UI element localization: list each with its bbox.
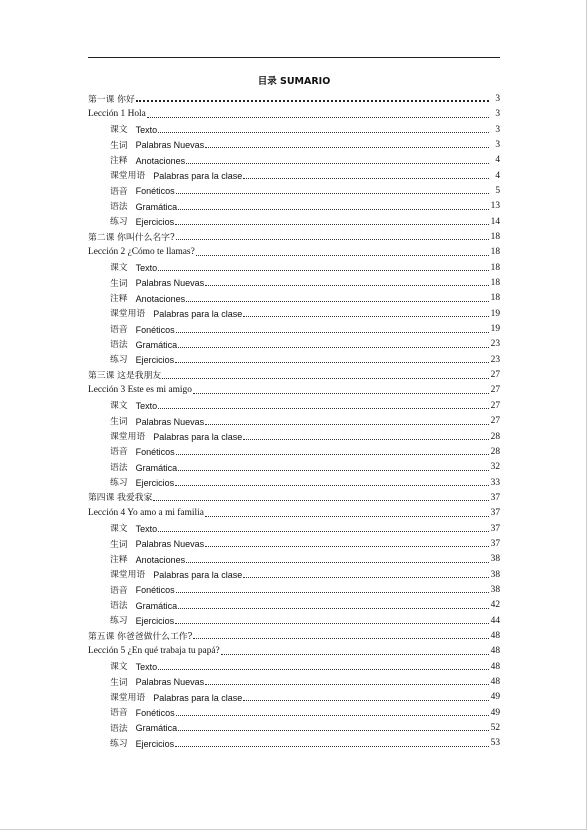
toc-lesson-entry[interactable] — [88, 365, 500, 380]
toc-entry-label-es: Palabras para la clase — [153, 692, 243, 703]
toc-entry-label-zh: 生词 — [110, 278, 128, 289]
toc-lesson-entry[interactable] — [88, 242, 500, 257]
toc-page-number: 18 — [490, 232, 500, 243]
toc-entry-label: Lección 5 ¿En qué trabaja tu papá? — [88, 646, 220, 657]
toc-section-entry[interactable] — [88, 733, 500, 748]
toc-lesson-entry[interactable] — [88, 89, 500, 104]
toc-entry-label-zh: 生词 — [110, 140, 128, 151]
toc-page-number: 32 — [490, 462, 500, 473]
toc-section-entry[interactable] — [88, 565, 500, 580]
toc-page-number: 18 — [490, 262, 500, 273]
toc-section-entry[interactable] — [88, 718, 500, 733]
toc-entry-label-zh: 课文 — [110, 662, 128, 673]
toc-entry-label-es: Anotaciones — [135, 155, 186, 166]
toc-entry-label-es: Gramática — [135, 339, 178, 350]
toc-entry-label-es: Fonéticos — [135, 585, 175, 596]
toc-section-entry[interactable] — [88, 457, 500, 472]
toc-section-entry[interactable] — [88, 442, 500, 457]
toc-entry-label: Lección 1 Hola — [88, 109, 146, 120]
toc-section-entry[interactable] — [88, 196, 500, 211]
toc-entry-label-es: Texto — [135, 662, 158, 673]
toc-entry-label-es: Palabras Nuevas — [135, 416, 205, 427]
toc-entry-label: 第五课 你爸爸做什么工作? — [88, 631, 193, 642]
toc-section-entry[interactable] — [88, 304, 500, 319]
dot-leader — [205, 546, 489, 547]
toc-section-entry[interactable] — [88, 396, 500, 411]
dot-leader — [178, 470, 489, 471]
toc-section-entry[interactable] — [88, 258, 500, 273]
toc-page-number: 5 — [495, 186, 500, 196]
toc-section-entry[interactable] — [88, 595, 500, 610]
toc-entry-label-zh: 课文 — [110, 401, 128, 412]
toc-entry-label-es: Texto — [135, 523, 158, 534]
toc-section-entry[interactable] — [88, 212, 500, 227]
dot-leader — [193, 638, 489, 639]
toc-page-number: 38 — [490, 569, 500, 580]
toc-entry-label-zh: 注释 — [110, 294, 128, 305]
dot-leader — [158, 531, 489, 532]
dot-leader — [158, 408, 489, 409]
toc-entry-label-es: Palabras para la clase — [153, 431, 243, 442]
toc-section-entry[interactable] — [88, 473, 500, 488]
toc-entry-label-zh: 课堂用语 — [110, 570, 146, 581]
dot-leader — [205, 424, 489, 425]
toc-page-number: 3 — [495, 109, 500, 120]
toc-page-number: 18 — [490, 278, 500, 289]
toc-section-entry[interactable] — [88, 427, 500, 442]
toc-entry-label-es: Gramática — [135, 462, 178, 473]
dot-leader — [186, 163, 489, 164]
toc-page-number: 14 — [490, 216, 500, 227]
toc-section-entry[interactable] — [88, 549, 500, 564]
dot-leader — [175, 746, 489, 747]
toc-entry-label-zh: 语法 — [110, 723, 128, 734]
toc-lesson-entry[interactable] — [88, 503, 500, 518]
toc-entry-label-es: Ejercicios — [135, 217, 175, 228]
toc-page-number: 27 — [490, 400, 500, 411]
dot-leader — [205, 516, 489, 517]
toc-section-entry[interactable] — [88, 672, 500, 687]
toc-section-entry[interactable] — [88, 166, 500, 181]
toc-entry-label-es: Gramática — [135, 723, 178, 734]
toc-entry-label-es: Palabras para la clase — [153, 570, 243, 580]
toc-page-number: 28 — [490, 431, 500, 442]
toc-entry-label-es: Texto — [135, 125, 158, 136]
toc-section-entry[interactable] — [88, 580, 500, 595]
dot-leader — [176, 239, 489, 240]
dot-leader — [162, 378, 489, 379]
toc-section-entry[interactable] — [88, 288, 500, 303]
toc-page-number: 23 — [490, 354, 500, 365]
dot-leader — [178, 608, 489, 609]
dot-leader — [176, 592, 489, 593]
toc-entry-label-es: Fonéticos — [135, 324, 175, 335]
toc-entry-label: 第一课 你好 — [88, 94, 135, 105]
toc-page-number: 44 — [490, 615, 500, 626]
dot-leader — [243, 700, 489, 701]
dot-leader — [175, 224, 489, 225]
toc-entry-label: Lección 2 ¿Cómo te llamas? — [88, 247, 195, 258]
toc-page-number: 27 — [490, 385, 500, 396]
dot-leader — [186, 562, 489, 563]
toc-entry-label: 第三课 这是我朋友 — [88, 370, 162, 381]
toc-entry-label: 第四课 我爱我家 — [88, 493, 153, 504]
dot-leader — [176, 715, 489, 716]
toc-entry-label-zh: 语音 — [110, 708, 128, 719]
toc-entry-label-es: Ejercicios — [135, 355, 175, 366]
toc-entry-label-es: Texto — [135, 263, 158, 274]
toc-page-number: 37 — [490, 538, 500, 549]
toc-title: 目录 SUMARIO — [257, 76, 331, 87]
toc-entry-label-zh: 语法 — [110, 201, 128, 212]
toc-section-entry[interactable] — [88, 534, 500, 549]
toc-page-number: 28 — [490, 446, 500, 457]
dot-leader — [136, 100, 489, 102]
toc-entry-label-zh: 语音 — [110, 324, 128, 335]
toc-entry-label-es: Fonéticos — [135, 708, 175, 719]
toc-page-number: 27 — [490, 416, 500, 427]
toc-entry-label-es: Anotaciones — [135, 293, 186, 304]
toc-entry-label-zh: 练习 — [110, 217, 128, 228]
dot-leader — [147, 117, 489, 118]
toc-entry-label-zh: 课文 — [110, 263, 128, 274]
toc-entry-label-es: Palabras Nuevas — [135, 539, 205, 550]
toc-page-number: 4 — [495, 155, 500, 166]
toc-page-number: 38 — [490, 554, 500, 565]
dot-leader — [158, 132, 489, 133]
toc-page-number: 37 — [490, 492, 500, 503]
table-of-contents — [88, 89, 500, 749]
toc-section-entry[interactable] — [88, 135, 500, 150]
toc-page-number: 27 — [490, 370, 500, 381]
toc-section-entry[interactable] — [88, 273, 500, 288]
dot-leader — [243, 439, 489, 440]
toc-page-number: 18 — [490, 293, 500, 304]
toc-entry-label-zh: 语音 — [110, 585, 128, 596]
toc-entry-label-es: Palabras Nuevas — [135, 677, 205, 688]
toc-page-number: 49 — [490, 707, 500, 718]
toc-entry-label-es: Fonéticos — [135, 186, 175, 197]
toc-entry-label-es: Ejercicios — [135, 616, 175, 627]
toc-entry-label-zh: 注释 — [110, 554, 128, 565]
toc-entry-label-zh: 注释 — [110, 155, 128, 166]
toc-page-number: 48 — [490, 677, 500, 687]
toc-page-number: 13 — [490, 201, 500, 212]
toc-entry-label-zh: 语法 — [110, 462, 128, 473]
dot-leader — [178, 730, 489, 731]
toc-entry-label-zh: 练习 — [110, 738, 128, 749]
toc-entry-label-es: Fonéticos — [135, 447, 175, 458]
toc-entry-label-zh: 练习 — [110, 616, 128, 627]
toc-lesson-entry[interactable] — [88, 381, 500, 396]
toc-entry-label-zh: 生词 — [110, 677, 128, 688]
toc-entry-label-es: Gramática — [135, 600, 178, 611]
toc-entry-label-zh: 练习 — [110, 478, 128, 489]
toc-entry-label-zh: 生词 — [110, 539, 128, 550]
toc-page-number: 52 — [490, 723, 500, 734]
dot-leader — [205, 684, 489, 685]
toc-entry-label-es: Texto — [135, 401, 158, 412]
dot-leader — [243, 178, 489, 179]
toc-page-number: 18 — [490, 247, 500, 258]
toc-entry-label-es: Palabras para la clase — [153, 171, 243, 182]
toc-entry-label-zh: 课堂用语 — [110, 692, 146, 703]
toc-entry-label-es: Ejercicios — [135, 738, 175, 749]
toc-entry-label-zh: 语音 — [110, 186, 128, 197]
toc-section-entry[interactable] — [88, 335, 500, 350]
toc-section-entry[interactable] — [88, 319, 500, 334]
dot-leader — [176, 193, 489, 194]
dot-leader — [205, 285, 489, 286]
dot-leader — [243, 316, 489, 317]
toc-lesson-entry[interactable] — [88, 626, 500, 641]
toc-section-entry[interactable] — [88, 687, 500, 702]
toc-page-number: 4 — [495, 170, 500, 181]
dot-leader — [176, 454, 489, 455]
toc-page-number: 48 — [490, 661, 500, 672]
toc-page-number: 49 — [490, 692, 500, 703]
dot-leader — [196, 255, 489, 256]
dot-leader — [243, 577, 489, 578]
toc-lesson-entry[interactable] — [88, 488, 500, 503]
toc-entry-label-zh: 语法 — [110, 600, 128, 611]
toc-page-number: 38 — [490, 584, 500, 595]
dot-leader — [176, 332, 489, 333]
dot-leader — [153, 500, 489, 501]
toc-entry-label-es: Anotaciones — [135, 554, 186, 565]
toc-entry-label-zh: 练习 — [110, 355, 128, 366]
toc-entry-label-es: Palabras Nuevas — [135, 140, 205, 151]
dot-leader — [221, 654, 489, 655]
toc-page-number: 19 — [490, 324, 500, 335]
toc-page-number: 53 — [490, 738, 500, 749]
toc-entry-label-es: Palabras Nuevas — [135, 278, 205, 289]
dot-leader — [158, 669, 489, 670]
toc-entry-label-zh: 生词 — [110, 416, 128, 427]
toc-entry-label: Lección 3 Este es mi amigo — [88, 385, 192, 396]
toc-page-number: 48 — [490, 630, 500, 641]
toc-page-number: 37 — [490, 508, 500, 519]
toc-section-entry[interactable] — [88, 519, 500, 534]
toc-page-number: 48 — [490, 646, 500, 657]
toc-page-number: 3 — [495, 139, 500, 150]
dot-leader — [175, 623, 489, 624]
toc-section-entry[interactable] — [88, 411, 500, 426]
toc-lesson-entry[interactable] — [88, 104, 500, 119]
toc-entry-label-zh: 课堂用语 — [110, 432, 146, 443]
toc-entry-label-es: Palabras para la clase — [153, 309, 243, 320]
toc-entry-label: Lección 4 Yo amo a mi familia — [88, 508, 204, 519]
dot-leader — [178, 347, 489, 348]
dot-leader — [205, 147, 489, 148]
toc-entry-label: 第二课 你叫什么名字? — [88, 232, 175, 243]
dot-leader — [186, 301, 489, 302]
toc-page-number: 37 — [490, 523, 500, 534]
toc-entry-label-zh: 课堂用语 — [110, 309, 146, 320]
toc-entry-label-zh: 课文 — [110, 125, 128, 136]
toc-section-entry[interactable] — [88, 611, 500, 626]
toc-section-entry[interactable] — [88, 657, 500, 672]
toc-entry-label-zh: 语法 — [110, 340, 128, 351]
dot-leader — [175, 362, 489, 363]
toc-entry-label-es: Gramática — [135, 201, 178, 212]
toc-page-number: 33 — [490, 477, 500, 488]
toc-section-entry[interactable] — [88, 350, 500, 365]
dot-leader — [193, 393, 489, 394]
toc-page-number: 42 — [490, 600, 500, 611]
dot-leader — [158, 270, 489, 271]
toc-page-number: 3 — [495, 93, 500, 104]
toc-page-number: 23 — [490, 339, 500, 350]
toc-entry-label-zh: 课文 — [110, 524, 128, 535]
header-rule — [88, 57, 500, 58]
dot-leader — [175, 485, 489, 486]
toc-entry-label-zh: 语音 — [110, 447, 128, 458]
toc-page-number: 3 — [495, 124, 500, 135]
toc-section-entry[interactable] — [88, 703, 500, 718]
toc-lesson-entry[interactable] — [88, 227, 500, 242]
toc-entry-label-zh: 课堂用语 — [110, 171, 146, 182]
dot-leader — [178, 209, 489, 210]
toc-entry-label-es: Ejercicios — [135, 477, 175, 488]
toc-section-entry[interactable] — [88, 150, 500, 165]
toc-page-number: 19 — [490, 308, 500, 319]
toc-section-entry[interactable] — [88, 120, 500, 135]
toc-section-entry[interactable] — [88, 181, 500, 196]
toc-lesson-entry[interactable] — [88, 641, 500, 656]
